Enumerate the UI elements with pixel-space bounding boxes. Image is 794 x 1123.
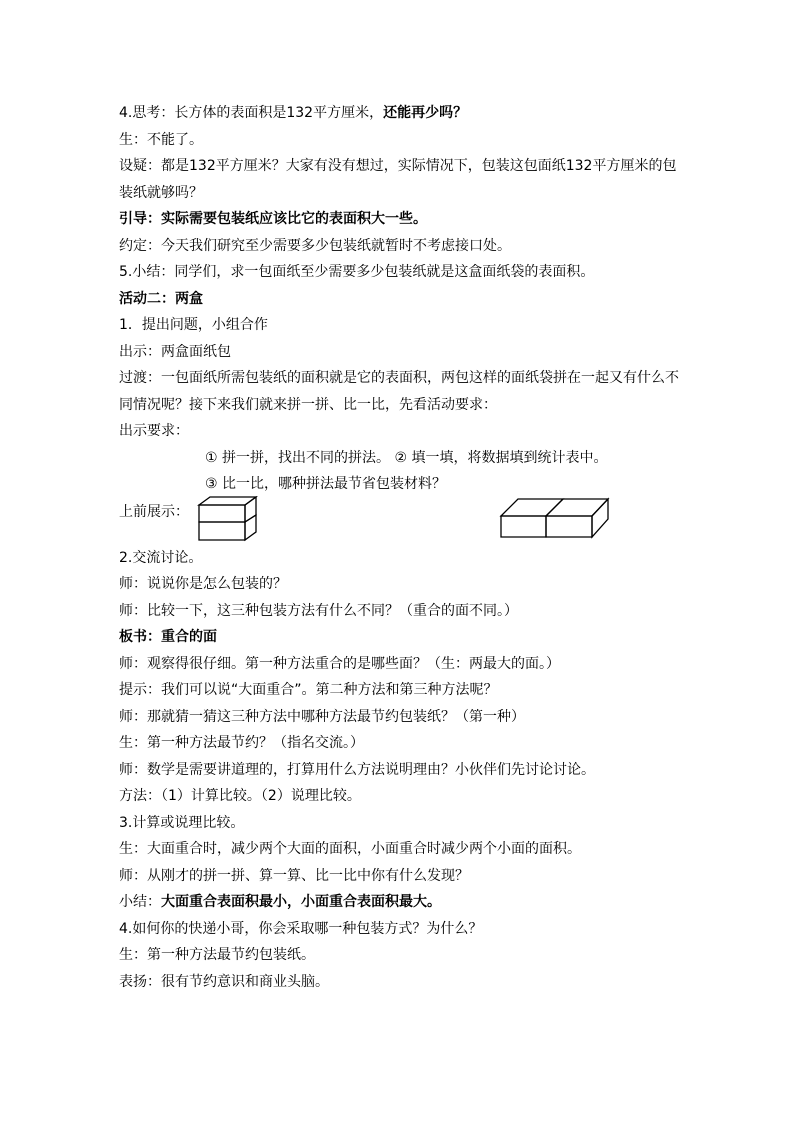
paragraph: 生：大面重合时，减少两个大面的面积，小面重合时减少两个小面的面积。: [119, 841, 581, 857]
paragraph: 生：第一种方法最节约？（指名交流。）: [119, 735, 364, 751]
paragraph: [119, 100, 689, 127]
stacked-boxes-diagram: [197, 496, 261, 542]
bold-text-run: 还能再少吗？: [383, 105, 468, 121]
requirement-item: ③ 比一比，哪种拼法最节省包装材料？: [205, 476, 446, 492]
paragraph: 上前展示：: [119, 503, 189, 520]
paragraph: 表扬：很有节约意识和商业头脑。: [119, 973, 329, 990]
paragraph: 师：观察得很仔细。第一种方法重合的是哪些面？（生：两最大的面。）: [119, 655, 560, 672]
paragraph: 1．提出问题，小组合作: [119, 317, 268, 333]
paragraph: 生：第一种方法最节约包装纸。: [119, 947, 315, 963]
section-heading: 板书：重合的面: [119, 629, 217, 645]
paragraph: 师：说说你是怎么包装的？: [119, 576, 287, 592]
paragraph: 提示：我们可以说“大面重合”。第二种方法和第三种方法呢？: [119, 682, 498, 698]
document-body: [119, 100, 689, 995]
paragraph: 出示：两盒面纸包: [119, 343, 231, 360]
text-run: 4.思考：长方体的表面积是132平方厘米，: [119, 105, 384, 121]
paragraph: 3.计算或说理比较。: [119, 814, 245, 831]
figure-row: [119, 498, 689, 545]
paragraph: 师：比较一下，这三种包装方法有什么不同？（重合的面不同。）: [119, 602, 518, 619]
paragraph: 师：数学是需要讲道理的，打算用什么方法说明理由？小伙伴们先讨论讨论。: [119, 761, 595, 778]
paragraph: 师：那就猜一猜这三种方法中哪种方法最节约包装纸？（第一种）: [119, 708, 525, 725]
side-by-side-boxes-diagram: [499, 497, 611, 539]
paragraph: 师：从刚才的拼一拼、算一算、比一比中你有什么发现？: [119, 867, 469, 884]
bold-text-run: 大面重合表面积最小，小面重合表面积最大。: [161, 894, 441, 910]
paragraph: 5.小结：同学们，求一包面纸至少需要多少包装纸就是这盒面纸袋的表面积。: [119, 264, 595, 280]
bold-paragraph: 引导：实际需要包装纸应该比它的表面积大一些。: [119, 211, 427, 227]
paragraph: 设疑：都是132平方厘米？大家有没有想过，实际情况下，包装这包面纸132平方厘米的包装纸就够吗？: [119, 158, 677, 201]
paragraph: [119, 889, 689, 916]
requirement-item: ① 拼一拼，找出不同的拼法。 ② 填一填，将数据填到统计表中。: [205, 449, 608, 466]
paragraph: 生：不能了。: [119, 131, 203, 148]
paragraph: 过渡：一包面纸所需包装纸的面积就是它的表面积，两包这样的面纸袋拼在一起又有什么不同情况呢？接下来我们就来拼一拼、比一比，先看活动要求：: [119, 370, 679, 413]
paragraph: 方法：（1）计算比较。（2）说理比较。: [119, 788, 361, 804]
paragraph: 4.如何你的快递小哥，你会采取哪一种包装方式？为什么？: [119, 920, 483, 937]
section-heading: 活动二：两盒: [119, 290, 203, 307]
text-run: 小结：: [119, 894, 161, 910]
paragraph: 约定：今天我们研究至少需要多少包装纸就暂时不考虑接口处。: [119, 237, 511, 254]
paragraph: 出示要求：: [119, 423, 189, 439]
paragraph: 2.交流讨论。: [119, 549, 203, 566]
